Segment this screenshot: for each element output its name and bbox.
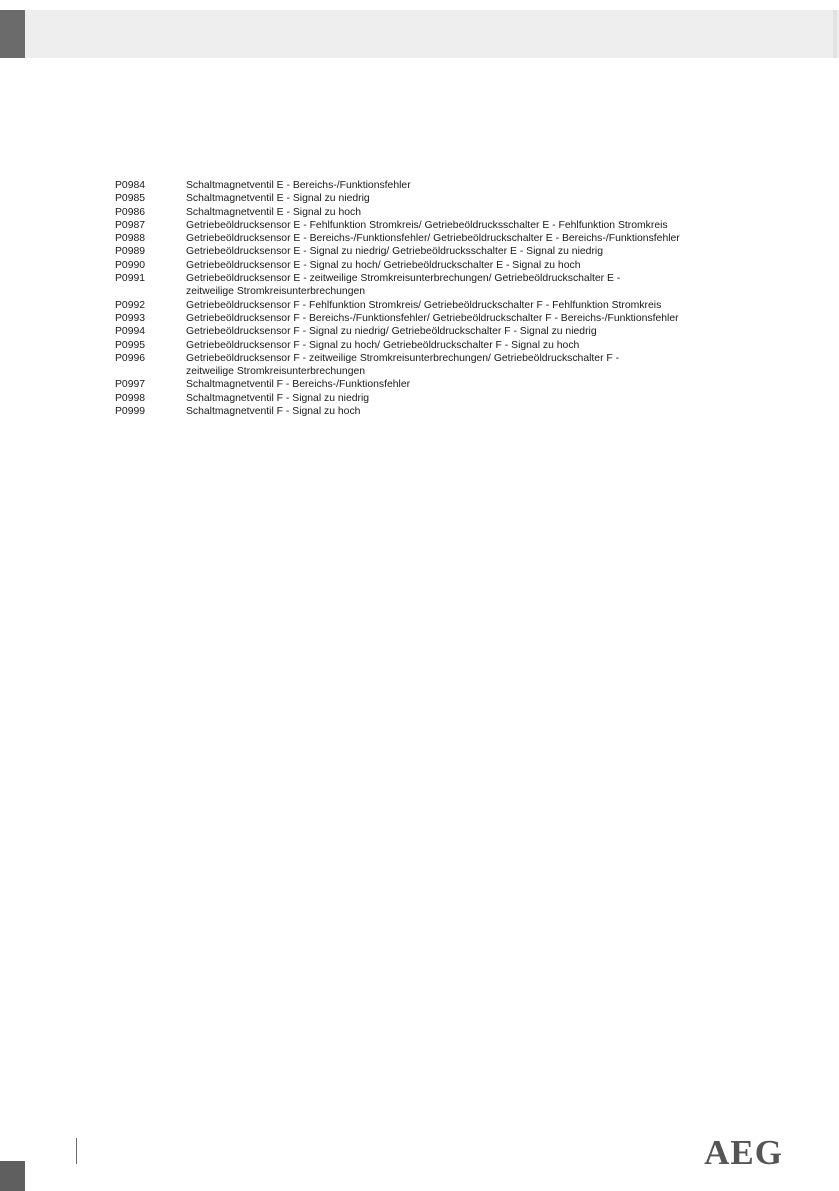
code-row [115,405,755,418]
error-code-table [115,179,755,418]
error-code: P0991 [115,273,146,285]
error-description: Getriebeöldrucksensor E - Signal zu niedrig/ Getriebeöldrucksschalter E - Signal zu niedrig [186,246,603,258]
code-row [115,219,755,232]
error-description: Getriebeöldrucksensor E - zeitweilige Stromkreisunterbrechungen/ Getriebeöldruckschalter E - zeitweilige Stromkreisunterbrechungen [186,273,621,298]
code-row [115,392,755,405]
code-row [115,272,755,299]
error-code: P0987 [115,219,146,231]
code-row [115,179,755,192]
header-edge-mark [833,10,837,58]
code-row [115,206,755,219]
code-row [115,378,755,391]
error-code: P0994 [115,326,146,338]
error-code: P0992 [115,299,146,311]
error-code: P0984 [115,180,146,191]
error-description: Getriebeöldrucksensor E - Bereichs-/Funktionsfehler/ Getriebeöldruckschalter E - Bereichs-/Funktionsfehler [186,233,680,245]
error-description: Schaltmagnetventil E - Signal zu hoch [186,206,362,218]
error-description: Getriebeöldrucksensor F - Bereichs-/Funktionsfehler/ Getriebeöldruckschalter F - Bereichs-/Funktionsfehler [186,312,679,324]
error-description: Getriebeöldrucksensor E - Fehlfunktion Stromkreis/ Getriebeöldrucksschalter E - Fehlfunktion Stromkreis [186,219,668,231]
header-page-tab [0,10,25,58]
error-description: Getriebeöldrucksensor F - Signal zu niedrig/ Getriebeöldruckschalter F - Signal zu niedrig [186,326,597,338]
code-row [115,192,755,205]
header-band [0,10,839,58]
error-description: Getriebeöldrucksensor F - Signal zu hoch/ Getriebeöldruckschalter F - Signal zu hoch [186,339,580,351]
error-description: Getriebeöldrucksensor F - zeitweilige Stromkreisunterbrechungen/ Getriebeöldruckschalter F - zeitweilige Stromkreisunterbrechungen [186,352,620,378]
code-row [115,352,755,379]
error-code: P0995 [115,339,146,351]
error-code: P0998 [115,392,146,404]
code-row [115,312,755,325]
footer-page-tab [0,1161,25,1191]
error-description: Schaltmagnetventil F - Signal zu hoch [186,406,361,418]
error-code: P0988 [115,233,146,245]
error-description: Getriebeöldrucksensor E - Signal zu hoch/ Getriebeöldruckschalter E - Signal zu hoch [186,259,581,271]
error-description: Schaltmagnetventil F - Bereichs-/Funktionsfehler [186,379,411,391]
aeg-logo: AEG [704,1133,783,1172]
error-code: P0989 [115,246,146,258]
error-code: P0993 [115,312,146,324]
error-description: Schaltmagnetventil E - Signal zu niedrig [186,193,370,205]
code-row [115,259,755,272]
error-code: P0985 [115,193,146,205]
footer-divider [76,1138,77,1164]
code-row [115,232,755,245]
error-code: P0986 [115,206,146,218]
code-row [115,245,755,258]
code-row [115,299,755,312]
error-code: P0999 [115,406,146,418]
error-code: P0997 [115,379,146,391]
error-description: Schaltmagnetventil E - Bereichs-/Funktionsfehler [186,180,411,191]
error-code: P0996 [115,352,146,364]
error-code: P0990 [115,259,146,271]
error-description: Getriebeöldrucksensor F - Fehlfunktion Stromkreis/ Getriebeöldruckschalter F - Fehlfunktion Stromkreis [186,299,662,311]
error-description: Schaltmagnetventil F - Signal zu niedrig [186,392,370,404]
code-row [115,325,755,338]
code-row [115,339,755,352]
